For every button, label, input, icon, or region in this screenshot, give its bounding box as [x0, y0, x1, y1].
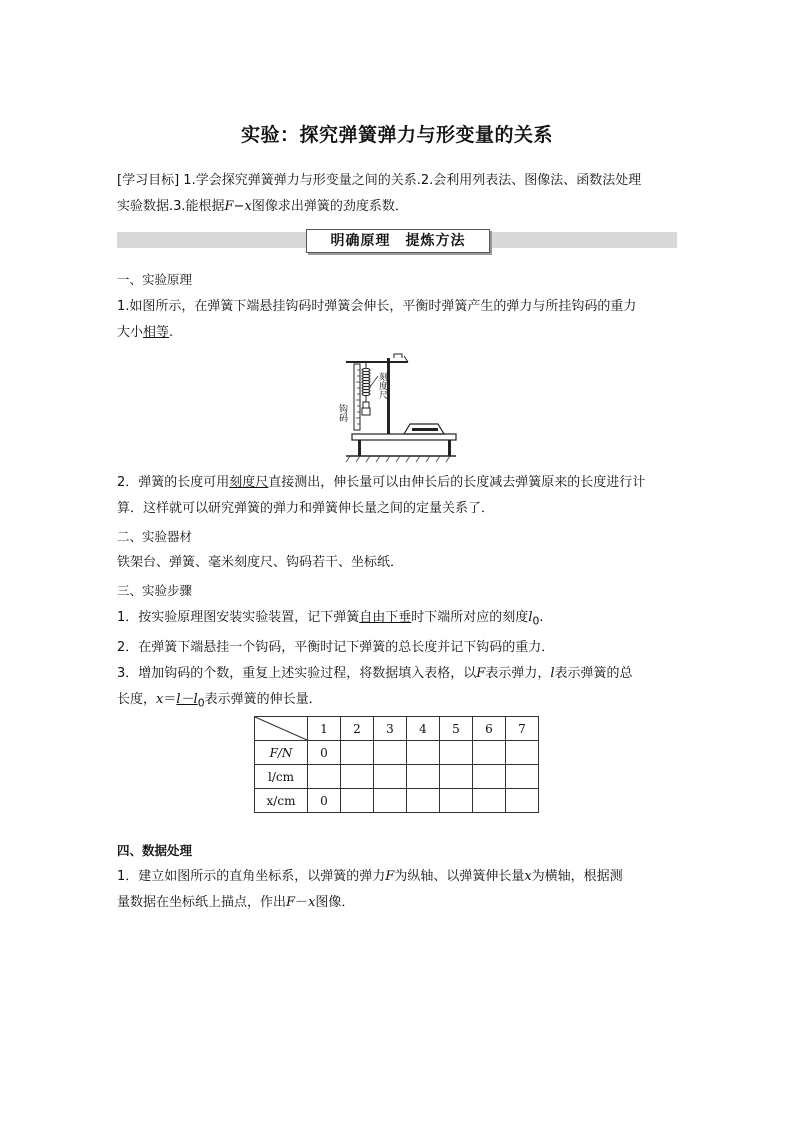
step2-text: 2．在弹簧下端悬挂一个钩码，平衡时记下弹簧的总长度并记下钩码的重力．	[117, 639, 555, 655]
table-col-header: 4	[407, 717, 440, 741]
table-cell	[374, 765, 407, 789]
table-row-header: x/cm	[255, 789, 308, 813]
sec4-text-b: 为纵轴、以弹簧伸长量	[394, 869, 525, 884]
sec1-heading: 一、实验原理	[117, 272, 193, 287]
step3-line2-end: 表示弹簧的伸长量．	[204, 691, 322, 707]
sec1-p1	[117, 294, 677, 346]
underlined-answer: 刻度尺	[229, 475, 269, 490]
table-corner	[255, 717, 308, 741]
table-header-row	[255, 717, 539, 741]
sec1-p2	[117, 470, 677, 522]
equals-sign: ＝	[163, 691, 177, 707]
var-f: F	[224, 199, 234, 214]
sec4-text-c: 为横轴，根据测	[531, 869, 623, 884]
table-cell	[308, 765, 341, 789]
table-row-header: l/cm	[255, 765, 308, 789]
table-cell	[506, 789, 539, 813]
diagonal-line	[255, 717, 307, 740]
section-banner: 明确原理 提炼方法	[306, 229, 490, 253]
sec4-heading: 四、数据处理	[117, 843, 193, 858]
data-table	[254, 716, 539, 813]
table-col-header: 5	[440, 717, 473, 741]
weight-label: 钩码	[337, 404, 347, 422]
objectives-label: [学习目标]	[117, 173, 180, 188]
table-row	[255, 741, 539, 765]
objectives-line2-text: 实验数据.3.能根据	[117, 199, 225, 214]
var-x: x	[156, 691, 164, 707]
table-cell	[473, 765, 506, 789]
step1-text: 1．按实验原理图安装实验装置，记下弹簧	[117, 610, 360, 625]
var-x: x	[308, 895, 316, 910]
table-cell: 0	[308, 741, 341, 765]
subscript: 0	[197, 696, 205, 710]
table-cell	[341, 741, 374, 765]
var-f: F	[286, 895, 296, 910]
table-row-header: F/N	[255, 741, 308, 765]
sec4-line2-end: 图像．	[315, 895, 355, 910]
table-cell	[506, 741, 539, 765]
table-col-header: 6	[473, 717, 506, 741]
period: .	[169, 325, 174, 340]
sec4-line2: 量数据在坐标纸上描点，作出	[117, 895, 287, 910]
step3-text: 3．增加钩码的个数，重复上述实验过程，将数据填入表格，以	[117, 665, 477, 681]
step3-text-c: 表示弹簧的总	[554, 665, 633, 681]
table-row	[255, 765, 539, 789]
table-cell	[440, 765, 473, 789]
table-row	[255, 789, 539, 813]
sec2-body: 铁架台、弹簧、毫米刻度尺、钩码若干、坐标纸．	[117, 555, 404, 570]
table-col-header: 2	[341, 717, 374, 741]
table-cell	[407, 765, 440, 789]
var-x: x	[524, 869, 532, 884]
table-col-header: 3	[374, 717, 407, 741]
table-cell	[473, 789, 506, 813]
sec1-p2-line2: 算．这样就可以研究弹簧的弹力和弹簧伸长量之间的定量关系了．	[117, 501, 495, 516]
step3-text-b: 表示弹力，	[485, 665, 551, 681]
var-x: x	[244, 199, 252, 214]
sec1-p2-text: 2．弹簧的长度可用	[117, 475, 230, 490]
sec3-heading: 三、实验步骤	[117, 583, 193, 598]
table-cell	[506, 765, 539, 789]
learning-objectives	[117, 168, 677, 220]
var-f: F	[476, 665, 486, 681]
var-f: F	[385, 869, 395, 884]
table-cell: 0	[308, 789, 341, 813]
sec4-p1	[117, 864, 677, 916]
subscript: 0	[532, 614, 540, 628]
sec3-steps	[117, 605, 677, 716]
minus-sign: −	[233, 199, 245, 214]
page-title: 实验：探究弹簧弹力与形变量的关系	[240, 124, 553, 146]
table-cell	[374, 741, 407, 765]
table-col-header: 7	[506, 717, 539, 741]
sec1-p2-text-cont: 直接测出，伸长量可以由伸长后的长度减去弹簧原来的长度进行计	[268, 475, 646, 490]
step3-line2: 长度，	[117, 691, 157, 707]
sec2-heading: 二、实验器材	[117, 529, 193, 544]
var-l: l	[528, 610, 533, 625]
ruler-label: 刻度尺	[377, 372, 387, 399]
table-cell	[407, 789, 440, 813]
table-cell	[440, 789, 473, 813]
table-col-header: 1	[308, 717, 341, 741]
table-cell	[440, 741, 473, 765]
sec4-text: 1．建立如图所示的直角坐标系，以弹簧的弹力	[117, 869, 386, 884]
table-cell	[341, 765, 374, 789]
minus-sign: －	[295, 895, 309, 910]
spring-apparatus-figure	[337, 352, 456, 462]
sec1-p1-line1: 1.如图所示，在弹簧下端悬挂钩码时弹簧会伸长，平衡时弹簧产生的弹力与所挂钩码的重力	[117, 299, 637, 314]
period: .	[539, 610, 544, 625]
underlined-answer: 自由下垂	[359, 610, 412, 625]
underlined-answer: 相等	[143, 325, 170, 340]
step1-text-cont: 时下端所对应的刻度	[411, 610, 529, 625]
table-cell	[341, 789, 374, 813]
table-cell	[374, 789, 407, 813]
objectives-line2-end: 图像求出弹簧的劲度系数．	[251, 199, 408, 214]
var-l: l	[550, 665, 555, 681]
sec1-p1-text: 大小	[117, 325, 144, 340]
underlined-formula: l－l	[176, 691, 198, 707]
table-cell	[473, 741, 506, 765]
table-cell	[407, 741, 440, 765]
objectives-line1: 1.学会探究弹簧弹力与形变量之间的关系.2.会利用列表法、图像法、函数法处理	[183, 173, 642, 188]
